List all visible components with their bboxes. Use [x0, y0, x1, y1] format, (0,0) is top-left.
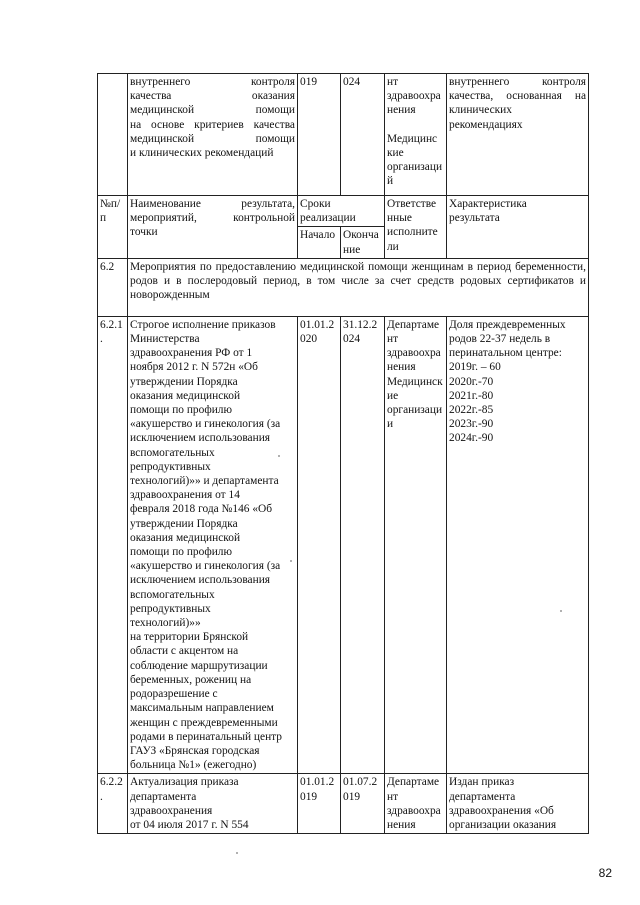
text-line: мероприятий, контрольной	[130, 212, 295, 225]
row-end	[341, 316, 385, 774]
text-line: февраля 2018 года №146 «Об	[130, 503, 273, 516]
header-start: Начало	[298, 227, 341, 258]
text-line: кие	[387, 147, 404, 160]
text-line: нт	[387, 333, 399, 346]
text-line: репродуктивных	[130, 602, 211, 615]
continuation-name-cell	[128, 74, 298, 196]
text-line: исключением использования	[130, 574, 271, 587]
text-line: Ответстве	[387, 198, 437, 210]
text-line: Оконча	[343, 229, 379, 242]
row-start	[298, 316, 341, 774]
text-line: Департаме	[387, 318, 440, 331]
text-line: 2020г.-70	[449, 375, 494, 388]
text-line: на территории Брянской	[130, 631, 249, 644]
text-line: «акушерство и гинекология (за	[130, 418, 281, 431]
text-line: нения	[387, 104, 416, 117]
text-line: Медицинск	[387, 375, 443, 388]
text-line: и	[387, 418, 394, 431]
header-num: №п/п	[98, 196, 128, 259]
text-line: рекомендациях	[449, 118, 523, 131]
text-line: на основе критериев качества	[130, 118, 295, 131]
text-line: и клинических рекомендаций	[130, 147, 274, 160]
text-line: больница №1» (ежегодно)	[130, 759, 257, 772]
text-line: помощи по профилю	[130, 546, 232, 559]
text-line: «акушерство и гинекология (за	[130, 560, 281, 573]
text-line: й	[387, 175, 394, 188]
section-row	[98, 258, 589, 316]
text-line: Министерства	[130, 333, 200, 346]
row-num: 6.2.2.	[98, 774, 128, 834]
text-line: 019	[300, 76, 318, 88]
text-line: 019	[300, 790, 318, 803]
text-line: оказания медицинской	[130, 389, 241, 402]
text-line: внутреннего контроля	[130, 76, 295, 88]
text-line: 024	[343, 333, 361, 346]
text-line: ГАУЗ «Брянская городская	[130, 744, 260, 757]
scan-speck	[236, 852, 238, 854]
scan-speck	[560, 610, 562, 612]
text-line: здравоохра	[387, 347, 441, 360]
text-line: репродуктивных	[130, 460, 211, 473]
text-line: здравоохранения РФ от 1	[130, 347, 253, 360]
text-line: 01.07.2	[343, 776, 378, 789]
header-name	[128, 196, 298, 259]
text-line: технологий)»»	[130, 617, 201, 630]
text-line: ли	[387, 240, 399, 253]
text-line: от 04 июля 2017 г. N 554	[130, 818, 249, 831]
header-responsible	[385, 196, 447, 259]
continuation-num-cell	[98, 74, 128, 196]
row-name	[128, 774, 298, 834]
text-line: 019	[343, 790, 361, 803]
text-line: 2019г. – 60	[449, 361, 501, 374]
text-line: нения	[387, 361, 416, 374]
text-line: 2021г.-80	[449, 389, 494, 402]
text-line: здравоохра	[387, 804, 441, 817]
row-characteristic	[447, 774, 589, 834]
text-line: клинических	[449, 104, 512, 117]
row-end	[341, 774, 385, 834]
text-line: организации оказания	[449, 818, 557, 831]
text-line: здравоохранения	[130, 804, 213, 817]
table-row-6-2-2	[98, 774, 589, 834]
text-line: департамента	[130, 790, 197, 803]
header-row	[98, 196, 589, 227]
row-characteristic	[447, 316, 589, 774]
text-line: 2024г.-90	[449, 432, 494, 445]
text-line: организаци	[387, 404, 443, 417]
scan-speck	[290, 560, 292, 562]
text-line: здравоохранения от 14	[130, 489, 240, 502]
text-line: 31.12.2	[343, 318, 378, 331]
text-line: точки	[130, 226, 158, 239]
plan-table	[97, 73, 589, 834]
text-line: перинатальном центре:	[449, 347, 562, 360]
text-line: Издан приказ	[449, 776, 515, 789]
continuation-end-cell	[341, 74, 385, 196]
continuation-responsible-cell	[385, 74, 447, 196]
row-responsible	[385, 774, 447, 834]
text-line: Департаме	[387, 776, 440, 789]
text-line: ноября 2012 г. N 572н «Об	[130, 361, 258, 374]
header-end	[341, 227, 385, 258]
row-num: 6.2.1.	[98, 316, 128, 774]
text-line: родов 22-37 недель в	[449, 333, 551, 346]
continuation-start-cell	[298, 74, 341, 196]
row-responsible	[385, 316, 447, 774]
text-line: качества, основанная на	[449, 90, 586, 103]
row-name	[128, 316, 298, 774]
text-line: оказания медицинской	[130, 531, 241, 544]
text-line: женщин с преждевременными	[130, 716, 278, 729]
text-line: максимальным направлением	[130, 702, 274, 715]
scan-speck	[278, 455, 280, 457]
text-line: здравоохра	[387, 90, 441, 103]
text-line: 01.01.2	[300, 318, 335, 331]
page-number: 82	[598, 866, 612, 880]
text-line: родоразрешение с	[130, 688, 218, 701]
text-line: 020	[300, 333, 318, 346]
text-line: утверждении Порядка	[130, 517, 238, 530]
text-line: исполните	[387, 226, 438, 239]
text-line: нт	[387, 790, 399, 803]
text-line: ие	[387, 389, 399, 402]
text-line	[387, 118, 444, 132]
section-num: 6.2	[98, 258, 128, 316]
text-line: вспомогательных	[130, 446, 215, 459]
text-line: беременных, рожениц на	[130, 673, 252, 686]
header-characteristic	[447, 196, 589, 259]
text-line: медицинской помощи	[130, 104, 295, 117]
text-line: Характеристика	[449, 198, 527, 210]
section-title: Мероприятия по предоставлению медицинской помощи женщинам в период беременности, родов и в послеродовый период, в том числе за счет средств родовых сертификатов и новорожденным	[128, 258, 589, 316]
text-line: ние	[343, 243, 361, 256]
text-line: нт	[387, 76, 399, 88]
text-line: помощи по профилю	[130, 404, 232, 417]
text-line: 024	[343, 76, 361, 88]
text-line: 2023г.-90	[449, 418, 494, 431]
text-line: качества оказания	[130, 90, 295, 103]
text-line: результата	[449, 212, 500, 225]
text-line: соблюдение маршрутизации	[130, 659, 268, 672]
text-line: внутреннего контроля	[449, 76, 586, 88]
text-line: департамента	[449, 790, 516, 803]
text-line: 01.01.2	[300, 776, 335, 789]
text-line: Доля преждевременных	[449, 318, 566, 331]
text-line: Медицинс	[387, 132, 438, 145]
text-line: здравоохранения «Об	[449, 804, 554, 817]
text-line: нения	[387, 818, 416, 831]
text-line: Актуализация приказа	[130, 776, 239, 789]
row-start	[298, 774, 341, 834]
continuation-characteristic-cell	[447, 74, 589, 196]
text-line: Наименование результата,	[130, 198, 295, 210]
text-line: медицинской помощи	[130, 132, 295, 145]
text-line: технологий)»» и департамента	[130, 475, 279, 488]
text-line: 2022г.-85	[449, 404, 494, 417]
text-line: исключением использования	[130, 432, 271, 445]
text-line: организаци	[387, 161, 443, 174]
text-line: вспомогательных	[130, 588, 215, 601]
continuation-row	[98, 74, 589, 196]
header-terms: Сроки реализации	[298, 196, 385, 227]
table-row-6-2-1	[98, 316, 589, 774]
text-line: родами в перинатальный центр	[130, 730, 282, 743]
text-line: Строгое исполнение приказов	[130, 318, 276, 331]
text-line: нные	[387, 212, 412, 225]
text-line: утверждении Порядка	[130, 375, 238, 388]
text-line: области с акцентом на	[130, 645, 239, 658]
